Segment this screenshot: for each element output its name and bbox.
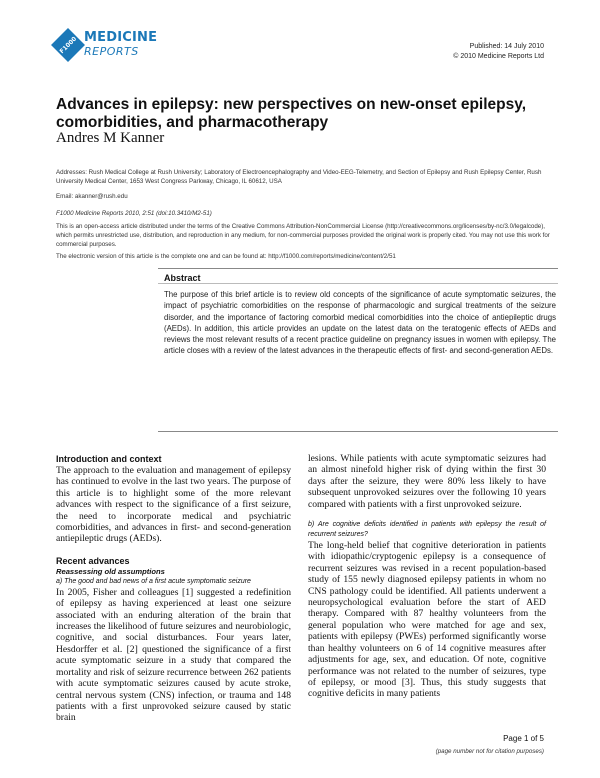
journal-logo-line2: REPORTS (84, 45, 139, 58)
journal-logo-line1: MEDICINE (84, 30, 158, 45)
abstract-box (158, 268, 558, 432)
article-citation: F1000 Medicine Reports 2010, 2:51 (doi:10.3410/M2-51) (56, 210, 212, 217)
subsubsection-heading-b: b) Are cognitive deficits identified in patients with epilepsy the result of recurrent seizures? (308, 521, 546, 539)
article-author: Andres M Kanner (56, 130, 165, 146)
article-title: Advances in epilepsy: new perspectives on new-onset epilepsy, comorbidities, and pharmacotherapy (56, 96, 527, 131)
abstract-divider (158, 283, 558, 284)
license-statement: This is an open-access article distributed under the terms of the Creative Commons Attribution-NonCommercial License (http://creativecommons.org/licenses/by-nc/3.0/legalcode), which permits unrestricted use, distribution, and reproduction in any medium, for non-commercial purposes provided the original work is properly cited. You may not use this work for commercial purposes. (56, 223, 550, 248)
subsection-heading-reassessing: Reassessing old assumptions (56, 566, 165, 576)
copyright: © 2010 Medicine Reports Ltd (453, 53, 544, 60)
page-number-note: (page number not for citation purposes) (435, 748, 544, 755)
section-heading-recent-advances: Recent advances (56, 555, 130, 566)
author-addresses: Addresses: Rush Medical College at Rush University; Laboratory of Electroencephalography and Video-EEG-Telemetry, and Section of Epilepsy and Rush Epilepsy Center, Rush University Medical Center, 1653 West Congress Parkway, Chicago, IL 60612, USA (56, 169, 542, 185)
paragraph-first-seizure: In 2005, Fisher and colleagues [1] suggested a redefinition of epilepsy as having experienced at least one seizure associated with an enduring alteration of the brain that increases the likelihood of future seizures and neurobiologic, cognitive, and social disturbances. Four years later, Hesdorffer et al. [2] questioned the significance of a first acute symptomatic seizure in a study that compared the mortality and risk of seizure recurrence between 262 patients with acute symptomatic seizures caused by acute stroke, central nervous system (CNS) infection, or trauma and 148 patients with a first unprovoked seizure caused by static brain (56, 586, 291, 724)
publication-info (453, 42, 544, 62)
electronic-version-note[interactable]: The electronic version of this article is the complete one and can be found at: http://f1000.com/reports/medicine/content/2/51 (56, 253, 396, 260)
abstract-text: The purpose of this brief article is to review old concepts of the significance of acute symptomatic seizures, the impact of psychiatric comorbidities on the response of pharmacologic and surgical treatments of the seizure disorder, and the importance of factoring comorbid medical comorbidities into the choice of antiepileptic drugs (AEDs). In addition, this article provides an update on the latest data on the teratogenic effects of AEDs and reviews the most relevant results of a recent practice guideline on pregnancy issues in women with epilepsy. The article closes with a review of the latest advances in the therapeutic effects of first- and second-generation AEDs. (164, 290, 556, 356)
paragraph-continuation: lesions. While patients with acute symptomatic seizures had an almost ninefold higher risk of dying within the first 30 days after the seizure, they were 80% less likely to have subsequent unprovoked seizures over the following 10 years compared with patients with a first unprovoked seizure. (308, 453, 546, 510)
section-heading-introduction: Introduction and context (56, 454, 162, 464)
journal-logo-badge-text: F1000 (58, 35, 78, 55)
subsubsection-heading-a: a) The good and bad news of a first acute symptomatic seizure (56, 577, 251, 585)
body-column-right (308, 453, 546, 700)
author-email[interactable]: Email: akanner@rush.edu (56, 193, 128, 200)
abstract-heading: Abstract (164, 273, 201, 283)
paragraph-introduction: The approach to the evaluation and management of epilepsy has continued to evolve in the last two years. The purpose of this article is to highlight some of the more relevant advances with respect to the significance of a first seizure, the need to incorporate medical and psychiatric comorbidities, and advances in first- and second-generation antiepileptic drugs (AEDs). (56, 465, 291, 545)
page-number: Page 1 of 5 (503, 734, 544, 743)
published-date: Published: 14 July 2010 (469, 43, 544, 50)
paragraph-cognitive-deficits: The long-held belief that cognitive deterioration in patients with idiopathic/cryptogenic epilepsy is a consequence of recurrent seizures was revised in a recent population-based study of 155 newly diagnosed epilepsy patients in whom no CNS pathology could be identified. All patients underwent a neuropsychological evaluation before the start of AED therapy. Compared with 87 healthy volunteers from the general population who were matched for age and sex, patients with epilepsy (PWEs) performed significantly worse than healthy volunteers on 6 of 14 cognitive measures after adjustments for age, sex, and education. Of note, cognitive performance was not related to the number of seizures, type of epilepsy, or mood [3]. Thus, this study suggests that cognitive deficits in many patients (308, 540, 546, 700)
body-column-left (56, 453, 291, 724)
